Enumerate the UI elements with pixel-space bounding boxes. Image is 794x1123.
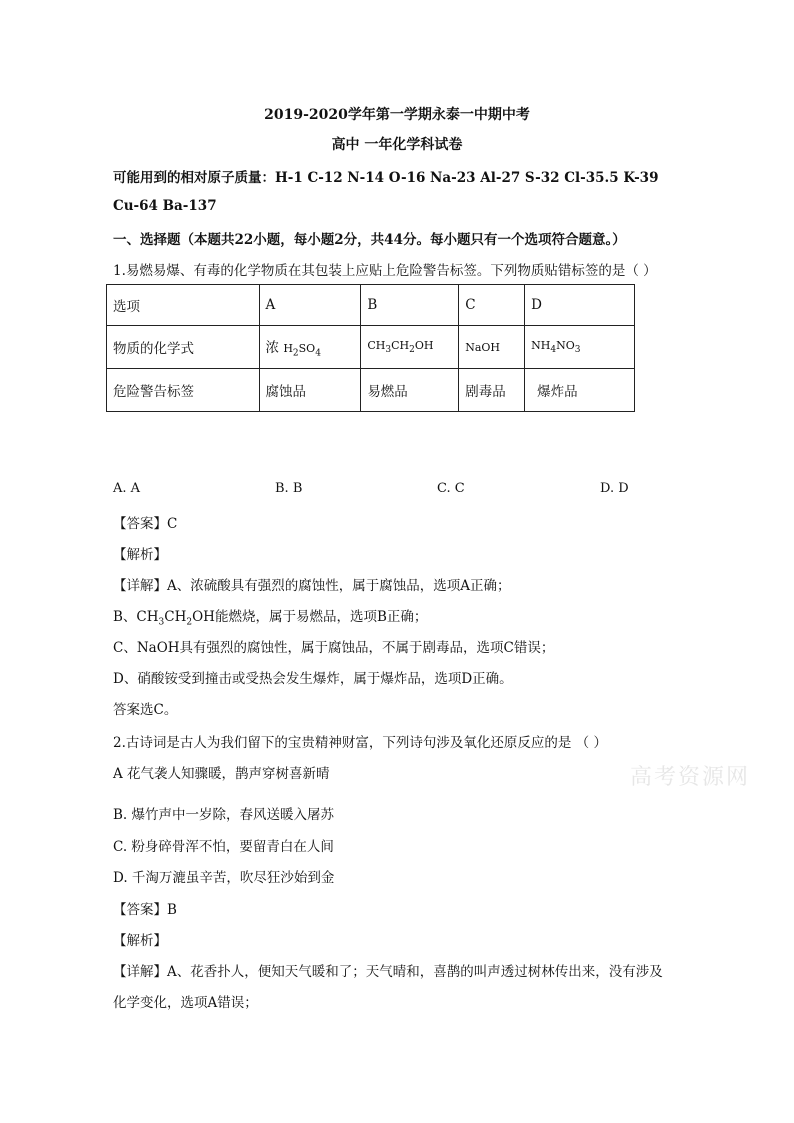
formula-prefix: 浓 [265,339,280,356]
table-cell: 腐蚀品 [259,369,361,412]
q1-analysis: 【解析】 [113,547,167,563]
formula-sub: 3 [574,345,581,356]
table-cell: 剧毒品 [459,369,525,412]
q2-option-a: A 花气袭人知骤暖，鹊声穿树喜新晴 [113,766,330,782]
formula-a [259,326,361,369]
text-part: B、CH [113,609,159,625]
table-cell: 选项 [107,285,260,326]
q1-c-line: C、NaOH具有强烈的腐蚀性，属于腐蚀品，不属于剧毒品，选项C错误； [113,640,555,656]
table-row [107,285,635,326]
hazard-label-table [106,284,635,412]
watermark: 高考资源网 [630,765,751,790]
atomic-masses-line2: Cu-64 Ba-137 [113,198,217,214]
q2-option-c: C. 粉身碎骨浑不怕，要留青白在人间 [113,839,334,855]
q1-options [113,481,633,499]
table-cell: D [525,285,635,326]
formula-d [525,326,635,369]
q1-stem: 1.易燃易爆、有毒的化学物质在其包装上应贴上危险警告标签。下列物质贴错标签的是（ ） [113,263,657,279]
q2-answer: 【答案】B [113,902,177,918]
formula-part: CH [391,338,410,352]
q2-option-b: B. 爆竹声中一岁除，春风送暖入屠苏 [113,807,335,823]
exam-title: 2019-2020学年第一学期永泰一中期中考 [264,107,530,123]
table-cell: 爆炸品 [525,369,635,412]
q2-option-d: D. 千淘万漉虽辛苦，吹尽狂沙始到金 [113,870,335,886]
formula-sub: 4 [315,348,321,359]
table-cell: 物质的化学式 [107,326,260,369]
q1-b-line [113,605,427,628]
formula-part: NH [531,338,551,352]
q2-stem: 2.古诗词是古人为我们留下的宝贵精神财富，下列诗句涉及氧化还原反应的是 （ ） [113,735,607,751]
formula-sub: 3 [385,345,392,356]
table-row [107,369,635,412]
formula-part: SO [298,341,316,355]
q1-option-b: B. B [275,481,303,496]
table-cell: 危险警告标签 [107,369,260,412]
q1-option-a: A. A [113,481,141,496]
formula-b [361,326,459,369]
formula-part: CH [367,338,386,352]
q1-option-c: C. C [437,481,465,496]
table-row [107,326,635,369]
exam-subtitle: 高中 一年化学科试卷 [331,137,463,153]
formula-sub: 2 [409,345,415,356]
q1-detail: 【详解】A、浓硫酸具有强烈的腐蚀性，属于腐蚀品，选项A正确； [113,578,511,594]
q1-d-line: D、硝酸铵受到撞击或受热会发生爆炸，属于爆炸品，选项D正确。 [113,671,513,687]
formula-sub: 3 [158,617,165,628]
q1-conclusion: 答案选C。 [113,702,178,718]
table-cell: 易燃品 [361,369,459,412]
table-cell: B [361,285,459,326]
formula-part: NO [556,338,575,352]
formula-part: H [283,341,293,355]
text-part: CH [164,609,187,625]
q1-answer: 【答案】C [113,516,178,532]
q2-detail-line1: 【详解】A、花香扑人，便知天气暖和了；天气晴和，喜鹊的叫声透过树林传出来，没有涉及 [113,964,663,980]
atomic-masses-line1: 可能用到的相对原子质量：H-1 C-12 N-14 O-16 Na-23 Al-27 S-32 Cl-35.5 K-39 [113,170,659,186]
section-heading: 一、选择题（本题共22小题，每小题2分，共44分。每小题只有一个选项符合题意。） [113,232,626,248]
formula-part: OH [414,338,434,352]
q2-detail-line2: 化学变化，选项A错误； [113,995,258,1011]
table-cell: C [459,285,525,326]
table-cell: A [259,285,361,326]
text-part: OH能燃烧，属于易燃品，选项B正确； [192,609,428,625]
q1-option-d: D. D [600,481,629,496]
formula-c: NaOH [459,326,525,369]
formula-sub: 2 [292,348,299,359]
q2-analysis: 【解析】 [113,933,167,949]
formula-sub: 4 [550,345,557,356]
formula-sub: 2 [186,617,193,628]
